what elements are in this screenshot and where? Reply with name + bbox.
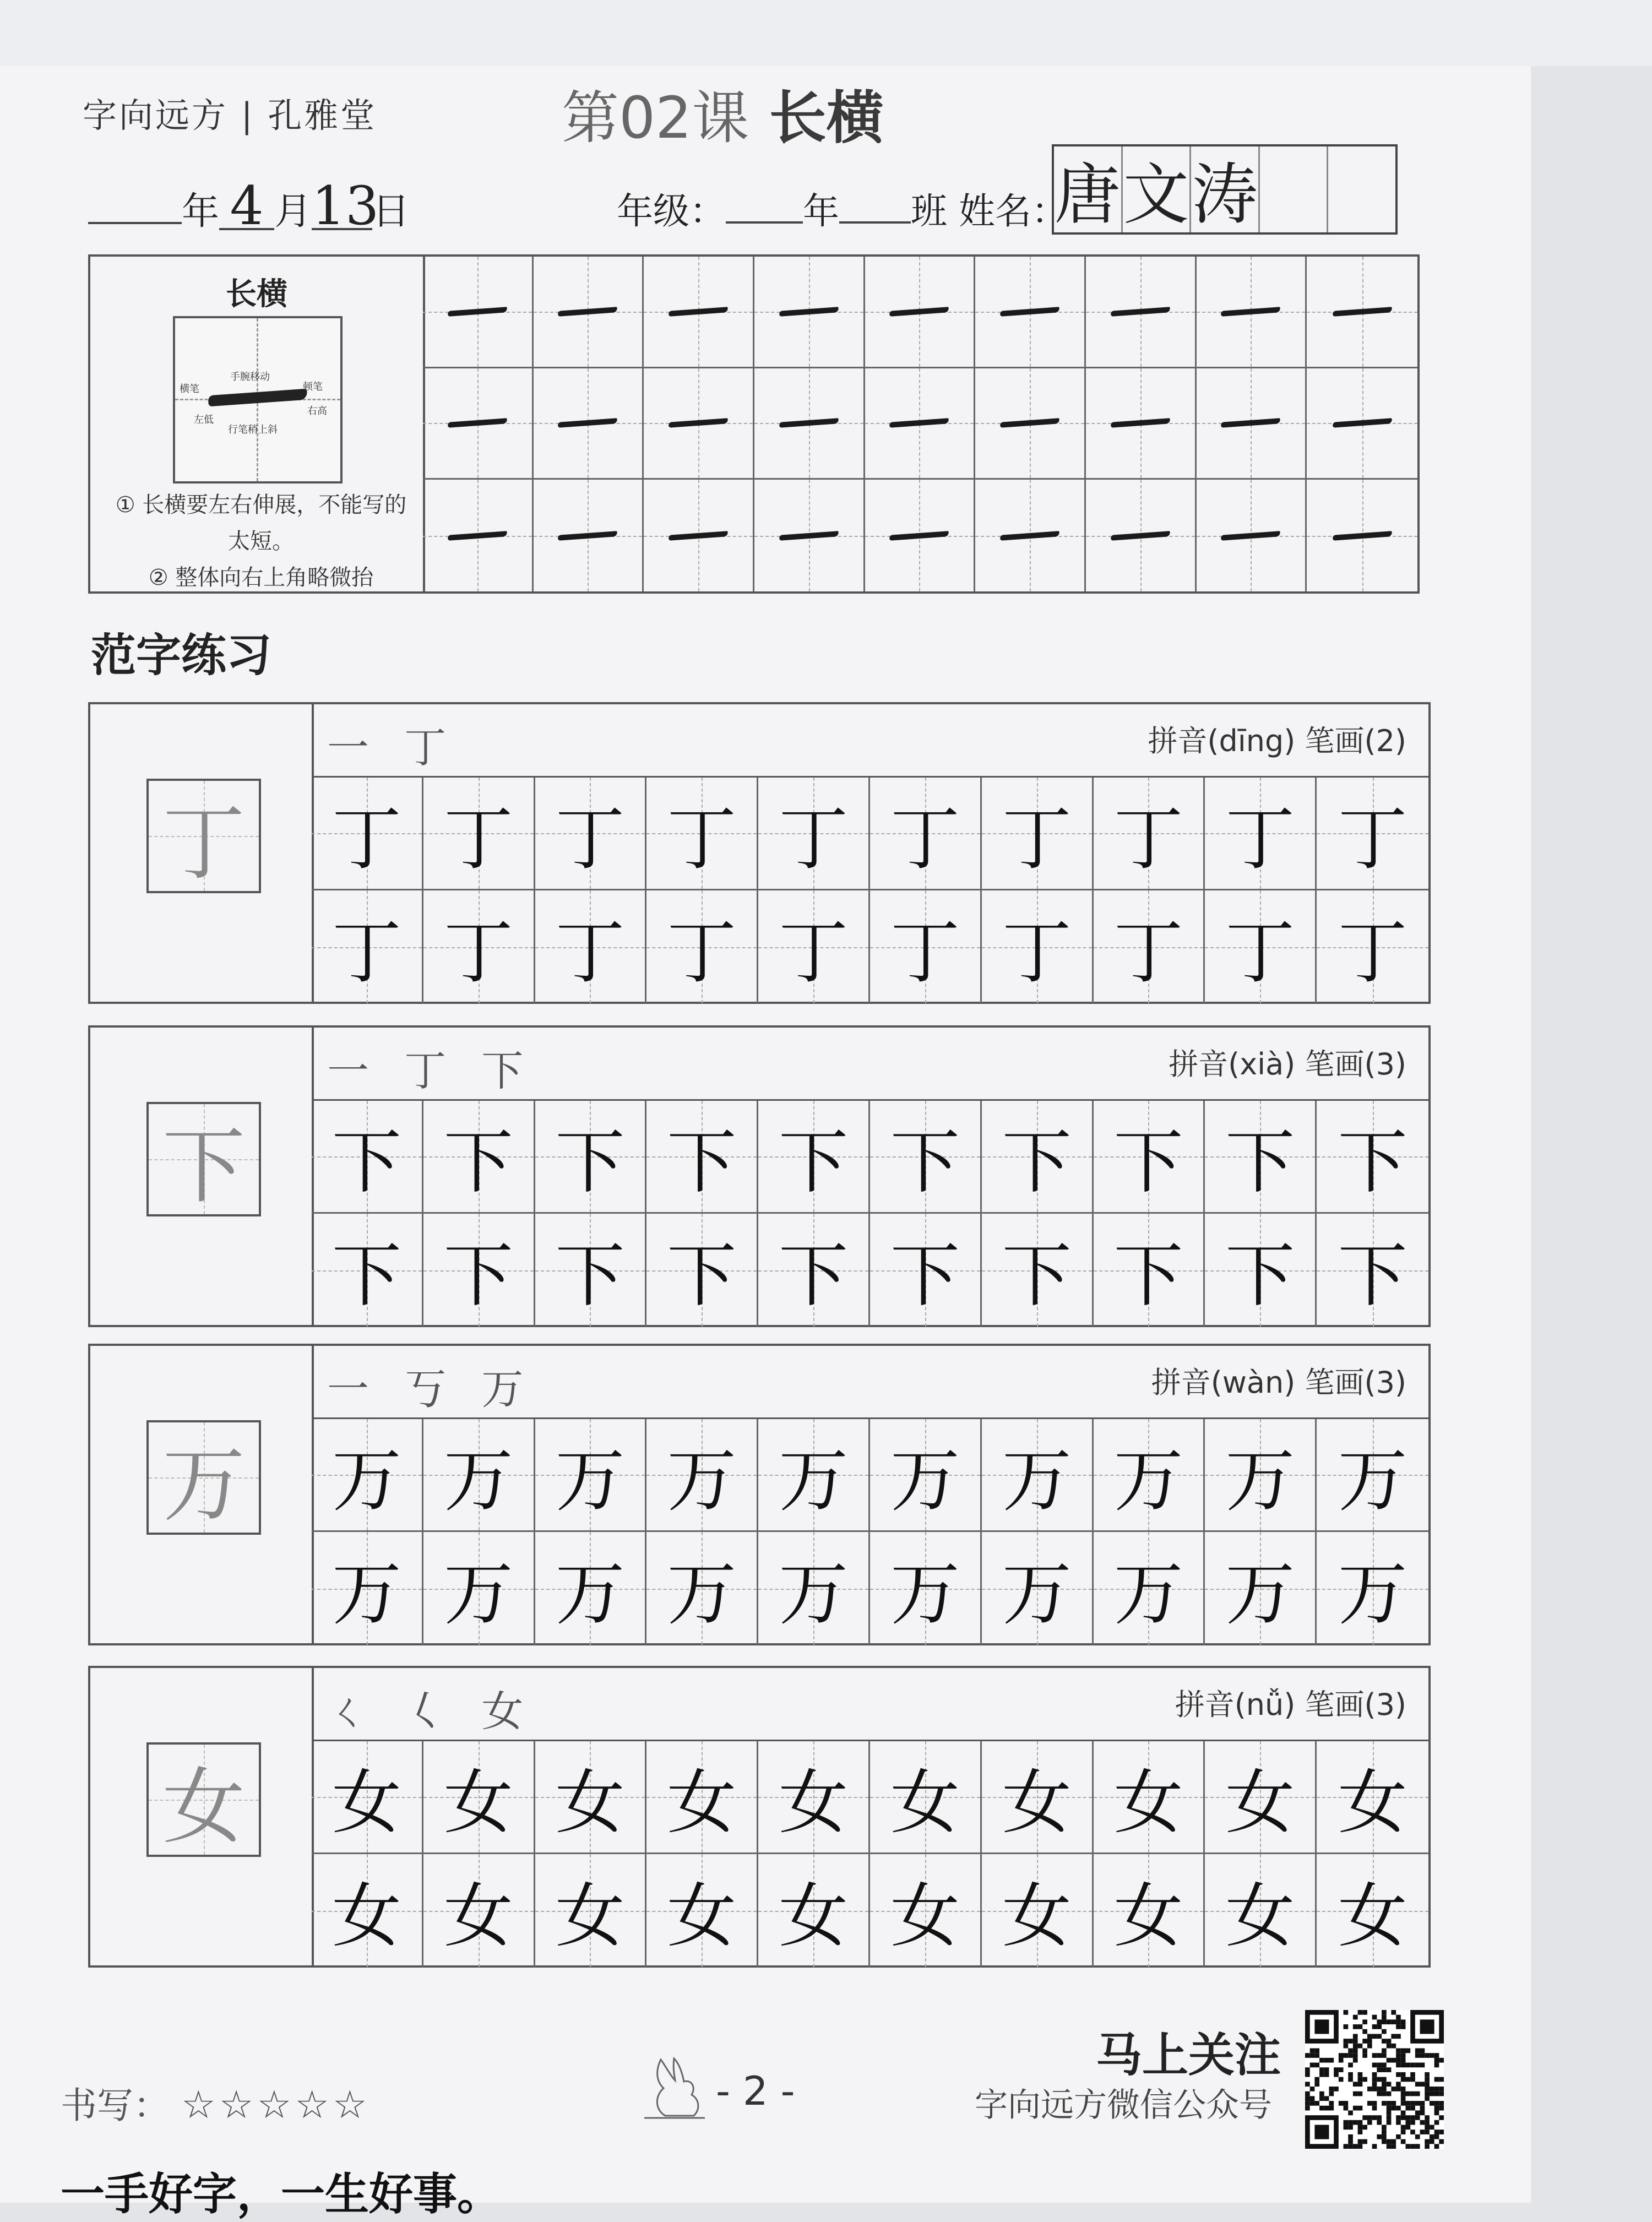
practice-cell[interactable] — [423, 890, 535, 1003]
handwritten-horizontal-stroke — [1111, 419, 1170, 428]
stroke-practice-cell[interactable] — [1307, 480, 1417, 591]
brand-logo-text: 字向远方 | 孔雅堂 — [83, 95, 377, 135]
practice-cell[interactable] — [758, 890, 870, 1003]
class-label: 班 — [911, 190, 947, 232]
stroke-count: 笔画(2) — [1305, 724, 1406, 758]
section-title: 范字练习 — [91, 629, 272, 682]
grade-field[interactable] — [726, 221, 803, 224]
handwritten-horizontal-stroke — [889, 531, 949, 541]
handwritten-horizontal-stroke — [669, 531, 728, 541]
handwritten-horizontal-stroke — [558, 531, 617, 541]
stroke-practice-cell[interactable] — [1197, 257, 1307, 368]
handwritten-character: 万 — [890, 1553, 960, 1634]
model-column — [90, 1346, 314, 1643]
stroke-practice-cell[interactable] — [534, 257, 644, 368]
handwritten-character: 下 — [1113, 1235, 1183, 1316]
handwritten-character: 女 — [779, 1762, 849, 1843]
practice-cell[interactable] — [982, 890, 1094, 1003]
pinyin: 拼音(xià) — [1169, 1047, 1296, 1082]
stroke-practice-cell[interactable] — [865, 257, 976, 368]
character-info — [1169, 1041, 1406, 1083]
handwritten-horizontal-stroke — [779, 531, 839, 541]
pinyin: 拼音(wàn) — [1151, 1365, 1296, 1400]
diagram-note: 顿笔 — [303, 381, 323, 393]
handwritten-character: 女 — [332, 1876, 401, 1957]
model-column — [90, 1668, 314, 1965]
handwritten-character: 丁 — [779, 798, 849, 879]
practice-cell[interactable] — [1205, 1741, 1317, 1854]
name-label: 姓名： — [958, 190, 1068, 232]
handwritten-character: 下 — [667, 1121, 737, 1203]
practice-cell[interactable] — [312, 1101, 423, 1214]
stroke-diagram — [173, 316, 343, 483]
diagram-note: 横笔 — [180, 383, 199, 395]
lesson-number: 第02课 — [562, 84, 749, 151]
practice-cell[interactable] — [423, 1419, 535, 1532]
practice-cell[interactable] — [1205, 1532, 1317, 1645]
stroke-practice-cell[interactable] — [865, 368, 976, 480]
handwritten-character: 万 — [443, 1439, 513, 1521]
handwritten-horizontal-stroke — [1221, 419, 1280, 428]
model-character-glyph: 下 — [162, 1119, 245, 1215]
practice-cell[interactable] — [982, 1419, 1094, 1532]
practice-cell[interactable] — [870, 1419, 982, 1532]
handwritten-character: 丁 — [1002, 798, 1072, 879]
practice-cell[interactable] — [1317, 1741, 1428, 1854]
practice-cell[interactable] — [1094, 890, 1205, 1003]
handwritten-character: 万 — [667, 1439, 737, 1521]
handwritten-character: 下 — [555, 1235, 625, 1316]
handwritten-character: 女 — [1113, 1762, 1183, 1843]
stroke-count: 笔画(3) — [1305, 1047, 1406, 1082]
handwritten-character: 万 — [555, 1553, 625, 1634]
handwritten-character: 丁 — [332, 912, 401, 993]
handwritten-character: 丁 — [1225, 798, 1295, 879]
practice-cell[interactable] — [1317, 1532, 1428, 1645]
tip-2: ② 整体向右上角略微抬 — [148, 565, 374, 590]
practice-cell[interactable] — [312, 890, 423, 1003]
stroke-practice-cell[interactable] — [1307, 257, 1417, 368]
handwritten-character: 丁 — [555, 798, 625, 879]
stroke-practice-cell[interactable] — [644, 257, 754, 368]
practice-cell[interactable] — [312, 1741, 423, 1854]
page-title — [562, 72, 884, 154]
practice-cell[interactable] — [1094, 1214, 1205, 1327]
stroke-practice-cell[interactable] — [975, 368, 1086, 480]
practice-grid[interactable] — [312, 776, 1428, 1003]
practice-cell[interactable] — [758, 1532, 870, 1645]
handwritten-horizontal-stroke — [779, 419, 839, 428]
practice-cell[interactable] — [312, 1532, 423, 1645]
handwritten-character: 女 — [1225, 1762, 1295, 1843]
handwritten-character: 下 — [1338, 1235, 1408, 1316]
handwritten-character: 下 — [1002, 1235, 1072, 1316]
handwritten-character: 下 — [890, 1121, 960, 1203]
stroke-practice-cell[interactable] — [534, 368, 644, 480]
handwritten-horizontal-stroke — [558, 307, 617, 317]
year-field[interactable] — [88, 222, 182, 224]
handwritten-character: 女 — [667, 1876, 737, 1957]
handwritten-character: 下 — [1002, 1121, 1072, 1203]
handwritten-character: 万 — [667, 1553, 737, 1634]
model-character — [146, 1742, 261, 1857]
practice-cell[interactable] — [870, 1101, 982, 1214]
practice-cell[interactable] — [1205, 890, 1317, 1003]
binding-strip — [0, 0, 1652, 66]
practice-cell[interactable] — [423, 1741, 535, 1854]
handwritten-character: 女 — [443, 1762, 513, 1843]
handwritten-character: 丁 — [443, 912, 513, 993]
practice-cell[interactable] — [870, 1854, 982, 1967]
handwritten-character: 万 — [890, 1439, 960, 1521]
practice-cell[interactable] — [423, 1532, 535, 1645]
stroke-practice-cell[interactable] — [1086, 368, 1197, 480]
practice-cell[interactable] — [1094, 1741, 1205, 1854]
handwritten-horizontal-stroke — [779, 307, 839, 317]
practice-cell[interactable] — [870, 1741, 982, 1854]
practice-cell[interactable] — [1094, 1101, 1205, 1214]
practice-cell[interactable] — [535, 1101, 647, 1214]
practice-cell[interactable] — [870, 1214, 982, 1327]
practice-cell[interactable] — [646, 778, 758, 890]
grade-year-label: 年 — [803, 190, 839, 232]
handwritten-character: 丁 — [1338, 912, 1408, 993]
practice-cell[interactable] — [870, 890, 982, 1003]
handwritten-character: 丁 — [667, 912, 737, 993]
practice-cell[interactable] — [1094, 1419, 1205, 1532]
name-char-cell[interactable]: 唐 — [1054, 146, 1123, 232]
practice-cell[interactable] — [535, 778, 647, 890]
handwritten-horizontal-stroke — [669, 419, 728, 428]
practice-cell[interactable] — [982, 1101, 1094, 1214]
practice-cell[interactable] — [758, 1101, 870, 1214]
stroke-order: 一 丁 — [327, 723, 458, 772]
motto: 一手好字，一生好事。 — [61, 2169, 501, 2220]
model-character — [146, 779, 261, 893]
pinyin: 拼音(dīng) — [1148, 724, 1296, 758]
qr-code-icon[interactable] — [1305, 2010, 1444, 2149]
stroke-practice-grid[interactable] — [423, 257, 1417, 591]
handwritten-character: 丁 — [555, 912, 625, 993]
handwritten-horizontal-stroke — [1111, 307, 1170, 317]
practice-cell[interactable] — [870, 1532, 982, 1645]
practice-grid[interactable] — [312, 1099, 1428, 1327]
practice-cell[interactable] — [982, 1854, 1094, 1967]
handwritten-horizontal-stroke — [448, 531, 507, 541]
practice-cell[interactable] — [535, 890, 647, 1003]
handwritten-character: 女 — [555, 1762, 625, 1843]
handwritten-horizontal-stroke — [1221, 307, 1280, 317]
handwritten-character: 女 — [779, 1876, 849, 1957]
stroke-practice-cell[interactable] — [423, 257, 534, 368]
class-field[interactable] — [839, 221, 911, 224]
model-column — [90, 704, 314, 1002]
day-field[interactable]: 13 — [312, 175, 379, 237]
practice-cell[interactable] — [312, 778, 423, 890]
handwritten-horizontal-stroke — [1332, 307, 1392, 317]
diagram-note: 左低 — [194, 414, 214, 426]
name-char-cell[interactable] — [1260, 146, 1329, 232]
handwritten-character: 丁 — [890, 912, 960, 993]
stroke-practice-cell[interactable] — [975, 480, 1086, 591]
practice-cell[interactable] — [423, 1101, 535, 1214]
stroke-practice-cell[interactable] — [975, 257, 1086, 368]
handwritten-horizontal-stroke — [1111, 531, 1170, 541]
stroke-practice-cell[interactable] — [754, 368, 865, 480]
handwritten-character: 丁 — [667, 798, 737, 879]
handwritten-character: 女 — [332, 1762, 401, 1843]
handwritten-horizontal-stroke — [1332, 531, 1392, 541]
model-character-glyph: 女 — [162, 1759, 245, 1855]
rabbit-icon — [639, 2049, 710, 2126]
handwritten-horizontal-stroke — [558, 419, 617, 428]
practice-cell[interactable] — [423, 778, 535, 890]
follow-heading: 马上关注 — [1096, 2028, 1281, 2082]
handwritten-character: 丁 — [1113, 798, 1183, 879]
stroke-practice-cell[interactable] — [1307, 368, 1417, 480]
stroke-explanation — [90, 257, 425, 591]
practice-cell[interactable] — [982, 778, 1094, 890]
handwritten-character: 万 — [555, 1439, 625, 1521]
practice-cell[interactable] — [535, 1854, 647, 1967]
handwritten-character: 下 — [443, 1235, 513, 1316]
practice-cell[interactable] — [1205, 1101, 1317, 1214]
day-label: 日 — [372, 190, 410, 233]
character-info — [1151, 1359, 1406, 1401]
practice-cell[interactable] — [646, 1854, 758, 1967]
practice-cell[interactable] — [1317, 890, 1428, 1003]
stroke-practice-cell[interactable] — [423, 368, 534, 480]
stroke-order: 一 丂 万 — [327, 1365, 535, 1414]
practice-cell[interactable] — [1205, 1419, 1317, 1532]
practice-cell[interactable] — [646, 1419, 758, 1532]
practice-cell[interactable] — [758, 1419, 870, 1532]
handwritten-character: 女 — [1002, 1876, 1072, 1957]
handwritten-character: 女 — [555, 1876, 625, 1957]
character-practice-block — [88, 702, 1431, 1004]
character-practice-block — [88, 1666, 1431, 1968]
character-practice-block — [88, 1025, 1431, 1327]
name-char-cell[interactable]: 涛 — [1191, 146, 1260, 232]
practice-cell[interactable] — [1317, 1419, 1428, 1532]
handwritten-horizontal-stroke — [889, 307, 949, 317]
practice-cell[interactable] — [1317, 1101, 1428, 1214]
handwritten-character: 下 — [443, 1121, 513, 1203]
diagram-note: 右高 — [307, 405, 327, 417]
tip-1: ① 长横要左右伸展，不能写的太短。 — [115, 492, 407, 554]
practice-cell[interactable] — [1094, 778, 1205, 890]
stroke-practice-cell[interactable] — [754, 257, 865, 368]
handwritten-horizontal-stroke — [448, 419, 507, 428]
handwritten-character: 万 — [1113, 1553, 1183, 1634]
practice-cell[interactable] — [646, 1532, 758, 1645]
rating — [61, 2076, 371, 2128]
practice-cell[interactable] — [870, 778, 982, 890]
handwritten-horizontal-stroke — [448, 307, 507, 317]
diagram-note: 行笔稍上斜 — [228, 424, 278, 436]
stroke-practice-cell[interactable] — [644, 368, 754, 480]
stroke-practice-cell[interactable] — [1197, 480, 1307, 591]
handwritten-character: 万 — [1002, 1553, 1072, 1634]
handwritten-character: 下 — [779, 1235, 849, 1316]
month-label: 月 — [274, 190, 312, 233]
practice-cell[interactable] — [1205, 1214, 1317, 1327]
handwritten-horizontal-stroke — [889, 419, 949, 428]
handwritten-horizontal-stroke — [1221, 531, 1280, 541]
handwritten-character: 下 — [332, 1235, 401, 1316]
handwritten-character: 下 — [1338, 1121, 1408, 1203]
practice-cell[interactable] — [535, 1532, 647, 1645]
model-character-glyph: 丁 — [162, 796, 245, 892]
practice-cell[interactable] — [312, 1214, 423, 1327]
handwritten-character: 万 — [1338, 1439, 1408, 1521]
stroke-practice-cell[interactable] — [754, 480, 865, 591]
date-line — [88, 175, 410, 237]
practice-cell[interactable] — [1094, 1532, 1205, 1645]
handwritten-character: 丁 — [890, 798, 960, 879]
stroke-order: ㄑ 𡿨 女 — [327, 1687, 535, 1736]
practice-cell[interactable] — [758, 1214, 870, 1327]
handwritten-horizontal-stroke — [1000, 531, 1059, 541]
handwritten-character: 女 — [1338, 1876, 1408, 1957]
name-char-cell[interactable] — [1328, 146, 1395, 232]
handwritten-character: 万 — [1225, 1439, 1295, 1521]
name-box[interactable] — [1052, 144, 1398, 235]
model-character — [146, 1420, 261, 1535]
practice-cell[interactable] — [646, 1741, 758, 1854]
practice-cell[interactable] — [423, 1214, 535, 1327]
stroke-count: 笔画(3) — [1305, 1687, 1406, 1722]
practice-cell[interactable] — [1317, 778, 1428, 890]
practice-cell[interactable] — [1317, 1854, 1428, 1967]
practice-cell[interactable] — [535, 1214, 647, 1327]
character-info — [1175, 1681, 1406, 1724]
handwritten-character: 丁 — [332, 798, 401, 879]
practice-cell[interactable] — [758, 1741, 870, 1854]
stroke-tips — [112, 487, 410, 596]
handwritten-character: 女 — [1113, 1876, 1183, 1957]
handwritten-character: 女 — [890, 1762, 960, 1843]
handwritten-character: 丁 — [779, 912, 849, 993]
practice-cell[interactable] — [1317, 1214, 1428, 1327]
lesson-topic: 长横 — [769, 84, 884, 151]
stroke-count: 笔画(3) — [1305, 1365, 1406, 1400]
practice-cell[interactable] — [1205, 778, 1317, 890]
practice-cell[interactable] — [982, 1741, 1094, 1854]
handwritten-character: 女 — [890, 1876, 960, 1957]
grade-label: 年级： — [617, 190, 726, 232]
handwritten-horizontal-stroke — [1000, 419, 1059, 428]
character-practice-block — [88, 1344, 1431, 1645]
stroke-practice-cell[interactable] — [644, 480, 754, 591]
practice-cell[interactable] — [758, 1854, 870, 1967]
practice-cell[interactable] — [758, 778, 870, 890]
handwritten-character: 女 — [443, 1876, 513, 1957]
practice-cell[interactable] — [312, 1419, 423, 1532]
handwritten-character: 女 — [1002, 1762, 1072, 1843]
stroke-practice-cell[interactable] — [1197, 368, 1307, 480]
practice-cell[interactable] — [646, 1101, 758, 1214]
handwritten-character: 万 — [1002, 1439, 1072, 1521]
handwritten-character: 万 — [332, 1439, 401, 1521]
practice-cell[interactable] — [1205, 1854, 1317, 1967]
handwritten-character: 女 — [1338, 1762, 1408, 1843]
star-rating-icon[interactable]: ☆☆☆☆☆ — [181, 2082, 371, 2127]
handwritten-character: 下 — [555, 1121, 625, 1203]
handwritten-character: 丁 — [443, 798, 513, 879]
stroke-order: 一 丁 下 — [327, 1046, 535, 1095]
handwritten-character: 下 — [332, 1121, 401, 1203]
handwritten-character: 下 — [1225, 1235, 1295, 1316]
character-info — [1148, 718, 1406, 760]
handwritten-character: 丁 — [1225, 912, 1295, 993]
handwritten-character: 女 — [1225, 1876, 1295, 1957]
handwritten-character: 下 — [667, 1235, 737, 1316]
handwritten-character: 丁 — [1338, 798, 1408, 879]
page-number: - 2 - — [716, 2068, 795, 2114]
handwritten-character: 下 — [1113, 1121, 1183, 1203]
name-char-cell[interactable]: 文 — [1123, 146, 1192, 232]
practice-cell[interactable] — [982, 1532, 1094, 1645]
practice-cell[interactable] — [646, 1214, 758, 1327]
handwritten-horizontal-stroke — [1332, 419, 1392, 428]
diagram-note: 手腕移动 — [230, 371, 270, 383]
rating-label: 书写： — [61, 2084, 170, 2127]
practice-grid[interactable] — [312, 1417, 1428, 1645]
handwritten-character: 丁 — [1002, 912, 1072, 993]
handwritten-character: 万 — [332, 1553, 401, 1634]
stroke-practice-cell[interactable] — [1086, 257, 1197, 368]
practice-cell[interactable] — [1094, 1854, 1205, 1967]
handwritten-character: 下 — [779, 1121, 849, 1203]
handwritten-character: 女 — [667, 1762, 737, 1843]
handwritten-character: 万 — [779, 1553, 849, 1634]
handwritten-character: 万 — [1113, 1439, 1183, 1521]
practice-cell[interactable] — [423, 1854, 535, 1967]
practice-cell[interactable] — [535, 1419, 647, 1532]
year-label: 年 — [182, 190, 220, 233]
handwritten-horizontal-stroke — [1000, 307, 1059, 317]
handwritten-horizontal-stroke — [669, 307, 728, 317]
practice-cell[interactable] — [982, 1214, 1094, 1327]
handwritten-character: 下 — [890, 1235, 960, 1316]
stroke-intro-panel — [88, 254, 1420, 594]
grade-line — [617, 182, 1068, 234]
model-column — [90, 1028, 314, 1325]
practice-cell[interactable] — [646, 890, 758, 1003]
pinyin: 拼音(nǚ) — [1175, 1687, 1296, 1722]
stroke-practice-cell[interactable] — [865, 480, 976, 591]
handwritten-character: 万 — [1338, 1553, 1408, 1634]
practice-grid[interactable] — [312, 1740, 1428, 1967]
model-character-glyph: 万 — [162, 1437, 245, 1533]
model-character — [146, 1102, 261, 1216]
practice-cell[interactable] — [312, 1854, 423, 1967]
wechat-account-label: 字向远方微信公众号 — [975, 2086, 1272, 2125]
stroke-name: 长横 — [226, 276, 287, 312]
stroke-practice-cell[interactable] — [534, 480, 644, 591]
handwritten-character: 万 — [443, 1553, 513, 1634]
month-field[interactable]: 4 — [219, 184, 274, 230]
stroke-practice-cell[interactable] — [1086, 480, 1197, 591]
practice-cell[interactable] — [535, 1741, 647, 1854]
handwritten-character: 下 — [1225, 1121, 1295, 1203]
handwritten-character: 丁 — [1113, 912, 1183, 993]
handwritten-character: 万 — [779, 1439, 849, 1521]
stroke-practice-cell[interactable] — [423, 480, 534, 591]
handwritten-character: 万 — [1225, 1553, 1295, 1634]
